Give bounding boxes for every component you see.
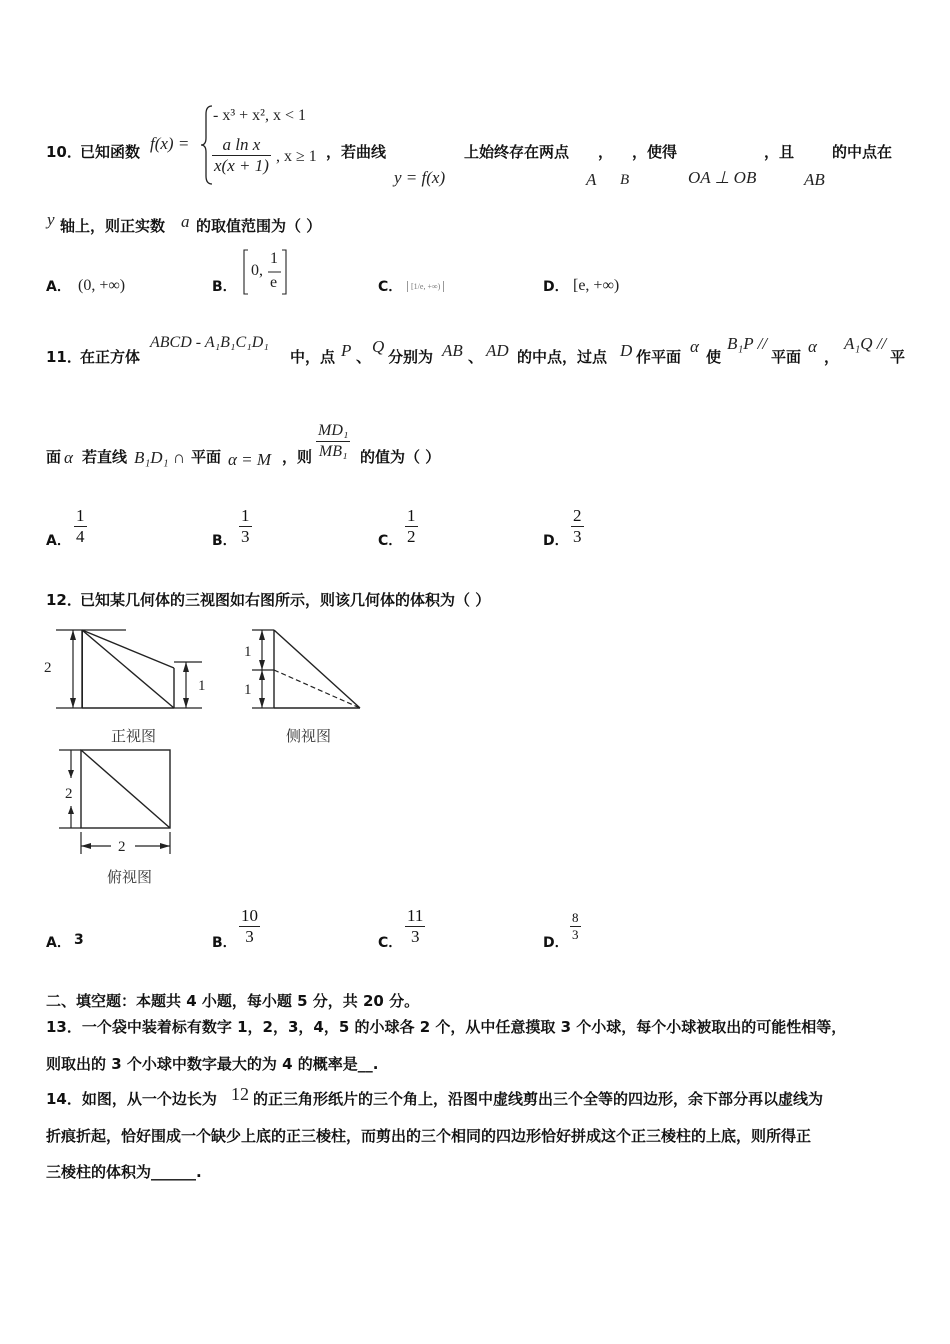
- q10-piece1: - x³ + x², x < 1: [213, 107, 306, 124]
- q11-line2e: 的值为（ ）: [360, 448, 441, 466]
- side-dim-bottom: 1: [244, 682, 252, 698]
- q14-line2: 折痕折起，恰好围成一个缺少上底的正三棱柱，而剪出的三个相同的四边形恰好拼成这个正三棱柱的上底，则所得正: [46, 1127, 812, 1145]
- top-dim-left: 2: [65, 786, 73, 802]
- top-view-diagram: [55, 742, 185, 862]
- q11-ratio-num: MD₁: [316, 421, 350, 442]
- front-dim-left: 2: [44, 660, 52, 676]
- q11-line2b: 若直线: [82, 448, 128, 466]
- q11-option-c-label: C．: [378, 533, 403, 549]
- q10-option-c-label: C．: [378, 279, 403, 295]
- q11-sep1: 、: [356, 348, 372, 366]
- q11-option-b-fraction: [239, 506, 252, 547]
- q11-option-d-label: D．: [543, 533, 569, 549]
- q11-option-c-fraction: [405, 506, 418, 547]
- q10-piece2-den: x(x + 1): [214, 156, 269, 175]
- q10-text1: ，若曲线: [326, 143, 387, 161]
- q11-alpha3: α: [64, 448, 73, 467]
- q13-line1: 13．一个袋中装着标有数字 1，2，3，4，5 的小球各 2 个，从中任意摸取 3 个小球，每个小球被取出的可能性相等，: [46, 1018, 847, 1036]
- q11-option-b-num: 1: [241, 506, 250, 525]
- q10-text2: 上始终存在两点: [464, 143, 570, 161]
- front-view-label: 正视图: [111, 727, 157, 745]
- q10-prefix: 已知函数: [80, 143, 141, 161]
- q11-cube: ABCD - A₁B₁C₁D₁: [150, 334, 269, 351]
- q12-option-b-num: 10: [241, 906, 258, 925]
- q10-line2b: 的取值范围为（ ）: [196, 217, 322, 235]
- q10-perp: OA ⊥ OB: [688, 168, 757, 187]
- q11-option-d-den: 3: [573, 527, 582, 546]
- q11-ad: AD: [486, 341, 509, 360]
- q10-option-b-den: e: [270, 274, 278, 291]
- q11-ratio-den: MB₁: [318, 443, 348, 460]
- q12-option-c-label: C．: [378, 935, 403, 951]
- q10-point-b: B: [620, 172, 630, 188]
- q11-text8: ，: [824, 348, 840, 366]
- top-dim-bottom: 2: [118, 839, 126, 855]
- q10-var-a: a: [181, 212, 190, 231]
- q12-option-d-num: 8: [572, 910, 579, 925]
- q11-d: D: [620, 341, 633, 360]
- q12-option-b-den: 3: [245, 927, 254, 946]
- q14-line1a: 14．如图，从一个边长为: [46, 1090, 217, 1108]
- q10-comma2: ，使得: [632, 143, 678, 161]
- q11-ratio: [316, 421, 350, 462]
- q11-b1p: B₁P //: [727, 334, 768, 353]
- q11-alpha1: α: [690, 337, 699, 356]
- q10-option-d-label: D．: [543, 279, 569, 295]
- q11-a1q: A₁Q //: [844, 334, 887, 353]
- q11-line2a: 面: [46, 448, 62, 466]
- q11-option-b-label: B．: [212, 533, 237, 549]
- q12-option-c-fraction: [405, 906, 425, 947]
- section-2-heading: 二、填空题：本题共 4 小题，每小题 5 分，共 20 分。: [46, 992, 420, 1010]
- q10-option-b-num: 1: [270, 250, 278, 267]
- q10-piece2-fraction: [212, 135, 271, 176]
- q11-p: P: [341, 341, 352, 360]
- q11-number: 11．: [46, 348, 82, 366]
- front-dim-right: 1: [198, 678, 206, 694]
- q11-text6: 使: [706, 348, 722, 366]
- q11-option-c-den: 2: [407, 527, 416, 546]
- q10-y: y: [47, 210, 55, 229]
- q10-line2a: 轴上，则正实数: [60, 217, 166, 235]
- q12-option-d-label: D．: [543, 935, 569, 951]
- q12-option-d-den: 3: [572, 927, 579, 942]
- q12-text: 已知某几何体的三视图如右图所示，则该几何体的体积为（ ）: [80, 591, 491, 609]
- q10-number: 10．: [46, 143, 82, 161]
- top-view-label: 俯视图: [107, 868, 153, 886]
- q10-option-a-value: (0, +∞): [78, 277, 126, 294]
- q10-text4: 的中点在: [832, 143, 893, 161]
- q13-line2: 则取出的 3 个小球中数字最大的为 4 的概率是__.: [46, 1055, 379, 1073]
- q11-text4: 的中点，过点: [517, 348, 608, 366]
- q10-text3: ，且: [764, 143, 795, 161]
- q11-option-b-den: 3: [241, 527, 250, 546]
- q10-point-a: A: [586, 170, 597, 189]
- q12-option-c-num: 11: [407, 906, 424, 925]
- q11-option-a-label: A．: [46, 533, 71, 549]
- q11-q: Q: [372, 337, 385, 356]
- q11-sep2: 、: [468, 348, 484, 366]
- q14-side-length: 12: [231, 1084, 249, 1104]
- q10-option-b-brackets: [241, 248, 289, 296]
- q11-option-d-num: 2: [573, 506, 582, 525]
- q10-option-a-label: A．: [46, 279, 71, 295]
- q12-option-c-den: 3: [410, 927, 420, 946]
- q12-option-a-value: 3: [74, 932, 84, 948]
- q10-piece2-num: a ln x: [212, 135, 271, 156]
- q12-option-d-fraction: [570, 910, 581, 943]
- q11-b1d1: B₁D₁ ∩: [134, 448, 186, 467]
- q12-option-a-label: A．: [46, 935, 71, 951]
- q11-text3: 分别为: [388, 348, 434, 366]
- q11-option-d-fraction: [571, 506, 584, 547]
- q12-option-b-fraction: [239, 906, 260, 947]
- q12-option-b-label: B．: [212, 935, 237, 951]
- q11-option-a-den: 4: [76, 527, 85, 546]
- q11-option-a-num: 1: [76, 506, 85, 525]
- q11-text7: 平面: [771, 348, 802, 366]
- side-view-diagram: [240, 622, 370, 717]
- q10-curve: y = f(x): [394, 168, 446, 187]
- q11-ab: AB: [442, 341, 463, 360]
- q11-option-a-fraction: [74, 506, 87, 547]
- side-view-label: 侧视图: [286, 727, 332, 745]
- q10-ab: AB: [804, 170, 825, 189]
- q10-fx: f(x) =: [150, 134, 190, 153]
- q14-line1b: 的正三角形纸片的三个角上，沿图中虚线剪出三个全等的四边形，余下部分再以虚线为: [253, 1090, 824, 1108]
- q11-line2c: 平面: [191, 448, 222, 466]
- q11-option-c-num: 1: [407, 506, 416, 525]
- front-view-diagram: [40, 622, 215, 717]
- q11-line2d: ，则: [282, 448, 313, 466]
- q11-alpha-m: α = M: [228, 450, 272, 469]
- q11-text2: 中，点: [290, 348, 336, 366]
- q10-option-c-value: [1/e, +∞): [407, 281, 444, 292]
- q10-option-b-label: B．: [212, 279, 237, 295]
- q10-option-b-pre: 0,: [251, 262, 263, 279]
- q12-number: 12．: [46, 591, 82, 609]
- q10-comma1: ，: [598, 143, 614, 161]
- q11-text9: 平: [890, 348, 906, 366]
- q11-text1: 在正方体: [80, 348, 141, 366]
- q10-option-d-value: [e, +∞): [573, 277, 620, 294]
- q11-text5: 作平面: [636, 348, 682, 366]
- q11-alpha2: α: [808, 337, 817, 356]
- q10-piece2-cond: , x ≥ 1: [276, 148, 317, 165]
- side-dim-top: 1: [244, 644, 252, 660]
- q14-line3: 三棱柱的体积为______.: [46, 1163, 202, 1181]
